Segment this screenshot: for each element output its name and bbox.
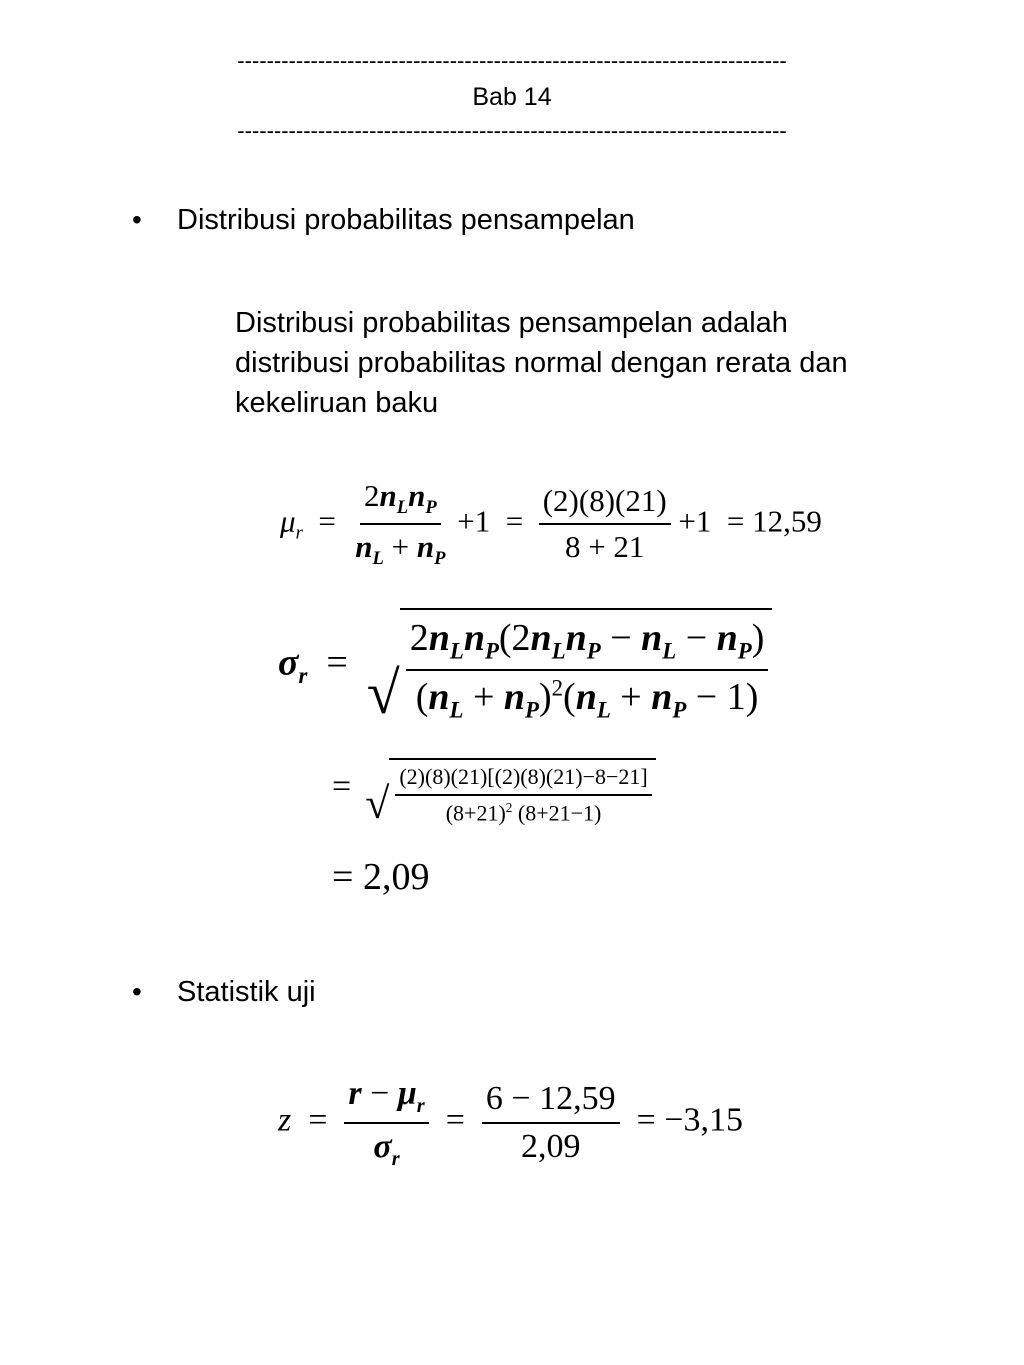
mean-values-denominator: 8 + 21 bbox=[564, 529, 645, 565]
sqrt-symbolic-content bbox=[400, 608, 773, 723]
sqrt-values bbox=[365, 758, 656, 829]
sigma-formula-numerator: $2n_Ln_P(2n_Ln_P - n_L - n_P)$ bbox=[406, 616, 769, 671]
z-values-denominator: 2,09 bbox=[520, 1127, 581, 1165]
z-formula-numerator: $r - \mu_r$ bbox=[344, 1075, 428, 1124]
sigma-values-denominator-b: (8+21−1) bbox=[517, 800, 602, 826]
radical-sign: √ bbox=[366, 660, 400, 727]
bullet-text-distribusi: Distribusi probabilitas pensampelan bbox=[177, 204, 635, 236]
bullet-text-statistik: Statistik uji bbox=[177, 976, 316, 1008]
sigma-values-denominator bbox=[442, 796, 606, 826]
z-formula-denominator: $\sigma_r$ bbox=[373, 1127, 400, 1170]
paragraph-line: kekeliruan baku bbox=[235, 387, 439, 419]
equation-standard-error-result bbox=[332, 855, 429, 899]
mean-formula-fraction bbox=[351, 478, 449, 570]
equation-standard-error bbox=[278, 608, 772, 727]
sqrt-symbolic bbox=[366, 608, 773, 727]
equals-sign: = bbox=[719, 503, 753, 539]
radical-sign: √ bbox=[365, 779, 390, 829]
plus-one: +1 bbox=[457, 503, 491, 539]
sigma-subscript: r bbox=[298, 662, 308, 688]
z-values-fraction bbox=[482, 1080, 620, 1166]
equals-sign: = bbox=[332, 856, 363, 898]
mu-subscript: r bbox=[295, 522, 303, 544]
equation-test-statistic bbox=[278, 1075, 743, 1171]
mean-formula-denominator: $n_L + n_P$ bbox=[355, 529, 446, 570]
z-formula-fraction bbox=[344, 1075, 428, 1171]
bullet-marker: • bbox=[132, 204, 142, 235]
sigma-symbol: σ bbox=[278, 641, 299, 684]
paragraph-line: Distribusi probabilitas pensampelan adalah bbox=[235, 307, 788, 339]
sigma-values-fraction bbox=[395, 764, 651, 826]
header-dashes-top: --------------------------------------------------------------------------- bbox=[237, 48, 787, 73]
bullet-marker: • bbox=[132, 976, 142, 1007]
mean-values-fraction bbox=[539, 483, 671, 565]
header-dashes-bottom: --------------------------------------------------------------------------- bbox=[237, 118, 787, 143]
equation-standard-error-values bbox=[332, 758, 656, 829]
equation-mean bbox=[280, 478, 822, 570]
mean-values-numerator: (2)(8)(21) bbox=[539, 483, 671, 525]
equals-sign: = bbox=[332, 768, 360, 806]
mean-formula-numerator: $2n_Ln_P$ bbox=[360, 478, 441, 525]
equals-sign: = bbox=[316, 641, 358, 684]
equals-sign: = bbox=[628, 1101, 665, 1139]
definition-paragraph bbox=[235, 303, 995, 423]
sigma-formula-denominator: $(n_L + n_P)^2(n_L + n_P - 1)$ bbox=[415, 674, 759, 723]
equals-sign: = bbox=[437, 1101, 474, 1139]
sigma-result: 2,09 bbox=[362, 856, 430, 898]
equals-sign: = bbox=[497, 503, 531, 539]
mu-symbol: μ bbox=[280, 503, 296, 539]
sigma-values-exponent: 2 bbox=[505, 800, 513, 815]
r-symbol: r bbox=[348, 1075, 362, 1112]
z-symbol: z bbox=[278, 1101, 292, 1139]
page-title: Bab 14 bbox=[472, 83, 552, 111]
sqrt-values-content bbox=[389, 758, 655, 826]
mean-result: 12,59 bbox=[752, 503, 822, 539]
equals-sign: = bbox=[310, 503, 344, 539]
equals-sign: = bbox=[299, 1101, 336, 1139]
z-result: −3,15 bbox=[664, 1101, 743, 1139]
plus-one: +1 bbox=[678, 503, 712, 539]
paragraph-line: distribusi probabilitas normal dengan rerata dan bbox=[235, 347, 848, 379]
z-values-numerator: 6 − 12,59 bbox=[482, 1080, 620, 1124]
sigma-formula-fraction bbox=[406, 616, 769, 723]
sigma-values-denominator-a: (8+21) bbox=[445, 800, 506, 826]
sigma-values-numerator: (2)(8)(21)[(2)(8)(21)−8−21] bbox=[395, 764, 651, 796]
